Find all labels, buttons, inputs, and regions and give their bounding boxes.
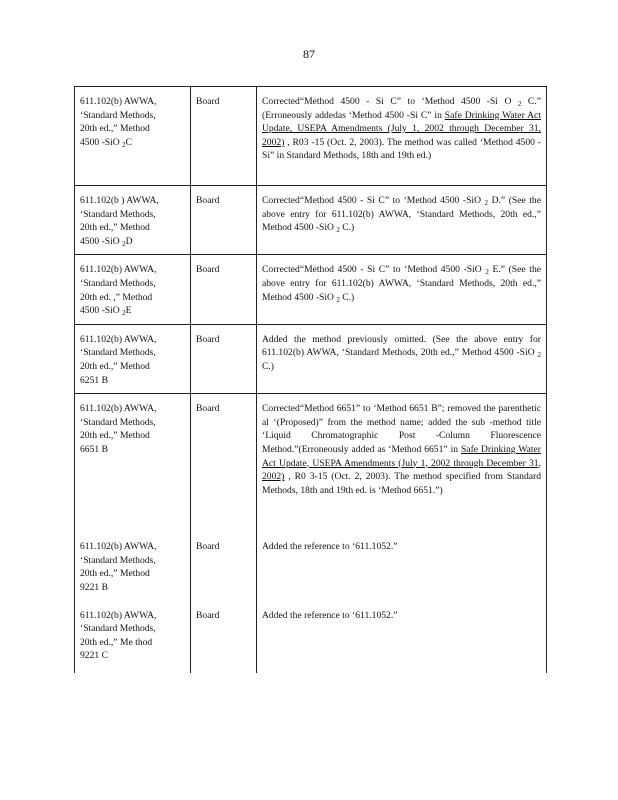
table-row (75, 532, 547, 600)
source-cell: Board (191, 87, 257, 186)
section-cell: 611.102(b) AWWA, ‘Standard Methods, 20th ed.,” Method 4500 -SiO $_2$C (75, 87, 191, 186)
source-cell: Board (191, 324, 257, 393)
action-cell: Corrected“Method 4500 - Si C” to ‘Method 4500 -SiO $_2$ D.” (See the above entry for 611.102(b) AWWA, ‘Standard Methods, 20th ed.,” Method 4500 -SiO $_2$ C.) (257, 186, 547, 255)
source-cell: Board (191, 186, 257, 255)
table-row (75, 394, 547, 533)
action-cell: Corrected“Method 4500 - Si C” to ‘Method 4500 -SiO $_2$ E.” (See the above entry for 611.102(b) AWWA, ‘Standard Methods, 20th ed.,” Method 4500 -SiO $_2$ C.) (257, 255, 547, 324)
table-row (75, 255, 547, 324)
source-cell: Board (191, 532, 257, 600)
section-cell: 611.102(b) AWWA, ‘Standard Methods, 20th ed. ,” Method 4500 -SiO $_2$E (75, 255, 191, 324)
section-cell: 611.102(b) AWWA, ‘Standard Methods, 20th ed.,” Method 9221 B (75, 532, 191, 600)
page-number: 87 (303, 47, 315, 61)
table-row (75, 87, 547, 186)
source-cell: Board (191, 394, 257, 533)
action-cell: Corrected“Method 6651” to ‘Method 6651 B”; removed the parenthetic al ‘(Proposed)” from the method name; added the sub -method title ‘Liquid Chromatographic Post -Column Fluorescence Method.”(Erroneously added as ‘Method 6651” in Safe Drinking Water Act Update, USEPA Amendments (July 1, 2002 through December 31, 2002) , R0 3-15 (Oct. 2, 2003). The method specified from Standard Methods, 18th and 19th ed. is ‘Method 6651.”) (257, 394, 547, 533)
source-cell: Board (191, 255, 257, 324)
section-cell: 611.102(b) AWWA, ‘Standard Methods, 20th ed.,” Method 6651 B (75, 394, 191, 533)
action-cell: Added the reference to ‘611.1052.” (257, 601, 547, 673)
table-row (75, 601, 547, 673)
section-cell: 611.102(b ) AWWA, ‘Standard Methods, 20th ed.,” Method 4500 -SiO $_2$D (75, 186, 191, 255)
table-row (75, 186, 547, 255)
action-cell: Added the reference to ‘611.1052.” (257, 532, 547, 600)
section-cell: 611.102(b) AWWA, ‘Standard Methods, 20th ed.,” Method 6251 B (75, 324, 191, 393)
action-cell: Corrected“Method 4500 - Si C” to ‘Method 4500 -Si O $_2$ C.” (Erroneously addedas ‘Method 4500 -Si C” in Safe Drinking Water Act Update, USEPA Amendments (July 1, 2002 through December 31, 2002) , R03 -15 (Oct. 2, 2003). The method was called ‘Method 4500 -Si” in Standard Methods, 18th and 19th ed.) (257, 87, 547, 186)
section-cell: 611.102(b) AWWA, ‘Standard Methods, 20th ed.,” Me thod 9221 C (75, 601, 191, 673)
source-cell: Board (191, 601, 257, 673)
amendments-table (74, 86, 547, 673)
table-row (75, 324, 547, 393)
action-cell: Added the method previously omitted. (See the above entry for 611.102(b) AWWA, ‘Standard Methods, 20th ed.,” Method 4500 -SiO $_2$ C.) (257, 324, 547, 393)
